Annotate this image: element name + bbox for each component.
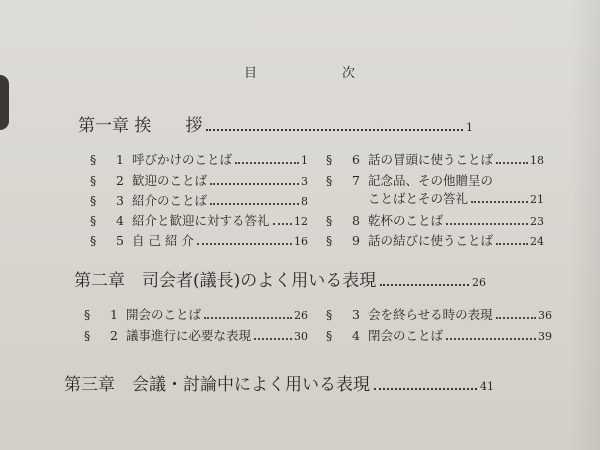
page-number: 41 — [480, 380, 494, 393]
section-symbol: § — [326, 173, 333, 188]
section-entry — [326, 231, 544, 249]
page-edge-shadow — [570, 0, 600, 450]
section-symbol: § — [90, 173, 97, 188]
section-title: 紹介と歓迎に対する答礼 — [132, 213, 270, 228]
section-number: 3 — [116, 193, 124, 208]
page-number: 1 — [301, 154, 308, 167]
section-entry — [326, 211, 544, 229]
section-number: 9 — [352, 233, 360, 248]
page-number: 18 — [530, 154, 544, 167]
leader-dots — [374, 388, 477, 390]
section-entry — [90, 150, 308, 168]
section-entry — [326, 326, 552, 344]
leader-dots — [446, 223, 528, 225]
page-number: 23 — [530, 215, 544, 228]
section-title: 自 己 紹 介 — [132, 233, 194, 248]
section-entry — [84, 326, 308, 344]
chapter-title: 第三章 会議・討論中によく用いる表現 — [64, 375, 370, 395]
chapter-1-entry — [78, 111, 473, 136]
section-title: 歓迎のことば — [132, 173, 208, 188]
section-title: 話の結びに使うことば — [368, 233, 494, 248]
section-symbol: § — [326, 233, 333, 248]
section-entry — [90, 211, 308, 229]
section-title: 乾杯のことば — [368, 213, 444, 228]
leader-dots — [380, 284, 469, 286]
leader-dots — [210, 203, 299, 205]
section-symbol: § — [90, 193, 97, 208]
chapter-title: 第一章 挨 拶 — [78, 116, 203, 136]
section-symbol: § — [326, 152, 333, 167]
section-title: 紹介のことば — [132, 193, 208, 208]
page-number: 36 — [538, 309, 552, 322]
leader-dots — [496, 162, 528, 164]
section-number: 7 — [352, 173, 360, 188]
chapter-2-entry — [74, 266, 486, 291]
section-title: 議事進行に必要な表現 — [126, 328, 252, 343]
page-number: 30 — [294, 330, 308, 343]
leader-dots — [235, 162, 299, 164]
page-number: 26 — [472, 276, 486, 289]
page-number: 3 — [301, 175, 308, 188]
leader-dots — [446, 338, 536, 340]
leader-dots — [471, 201, 528, 203]
section-title: 会を終らせる時の表現 — [368, 307, 493, 322]
leader-dots — [496, 243, 528, 245]
section-number: 1 — [110, 307, 118, 322]
section-entry — [90, 171, 308, 189]
page-number: 8 — [301, 195, 308, 208]
page-number: 1 — [466, 121, 473, 134]
section-symbol: § — [90, 233, 97, 248]
page-number: 26 — [294, 309, 308, 322]
section-entry-continuation — [326, 189, 544, 207]
section-number: 8 — [352, 213, 360, 228]
leader-dots — [273, 223, 292, 225]
section-title: 呼びかけのことば — [132, 152, 233, 167]
page-number: 12 — [294, 215, 308, 228]
section-number: 3 — [352, 307, 360, 322]
leader-dots — [197, 243, 292, 245]
section-entry — [90, 231, 308, 249]
section-number: 6 — [352, 152, 360, 167]
section-title: 記念品、その他贈呈の — [368, 173, 494, 188]
section-entry — [326, 150, 544, 168]
section-number: 2 — [116, 173, 124, 188]
toc-heading-char-1: 目 — [244, 66, 260, 81]
section-number: 4 — [352, 328, 360, 343]
section-number: 5 — [116, 233, 124, 248]
section-number: 1 — [116, 152, 124, 167]
section-number: 4 — [116, 213, 124, 228]
section-entry — [326, 171, 544, 189]
section-symbol: § — [84, 328, 91, 343]
section-symbol: § — [84, 307, 91, 322]
section-title: 閉会のことば — [368, 328, 444, 343]
chapter-title: 第二章 司会者(議長)のよく用いる表現 — [74, 271, 377, 291]
leader-dots — [254, 338, 292, 340]
section-entry — [326, 305, 552, 323]
section-entry — [90, 191, 308, 209]
page-number: 24 — [530, 235, 544, 248]
section-symbol: § — [326, 213, 333, 228]
page-number: 21 — [530, 193, 544, 206]
chapter-3-entry — [64, 370, 494, 395]
page-number: 39 — [538, 330, 552, 343]
section-symbol: § — [90, 213, 97, 228]
section-title: 話の冒頭に使うことば — [368, 152, 494, 167]
page-number: 16 — [294, 235, 308, 248]
section-title: 開会のことば — [126, 307, 202, 322]
binding-shadow — [0, 75, 9, 130]
section-symbol: § — [90, 152, 97, 167]
section-symbol: § — [326, 328, 333, 343]
leader-dots — [206, 129, 463, 131]
section-entry — [84, 305, 308, 323]
leader-dots — [496, 317, 536, 319]
toc-heading-char-2: 次 — [342, 66, 358, 81]
section-title: ことばとその答礼 — [368, 191, 469, 206]
section-symbol: § — [326, 307, 333, 322]
leader-dots — [204, 317, 292, 319]
section-number: 2 — [110, 328, 118, 343]
leader-dots — [210, 183, 299, 185]
